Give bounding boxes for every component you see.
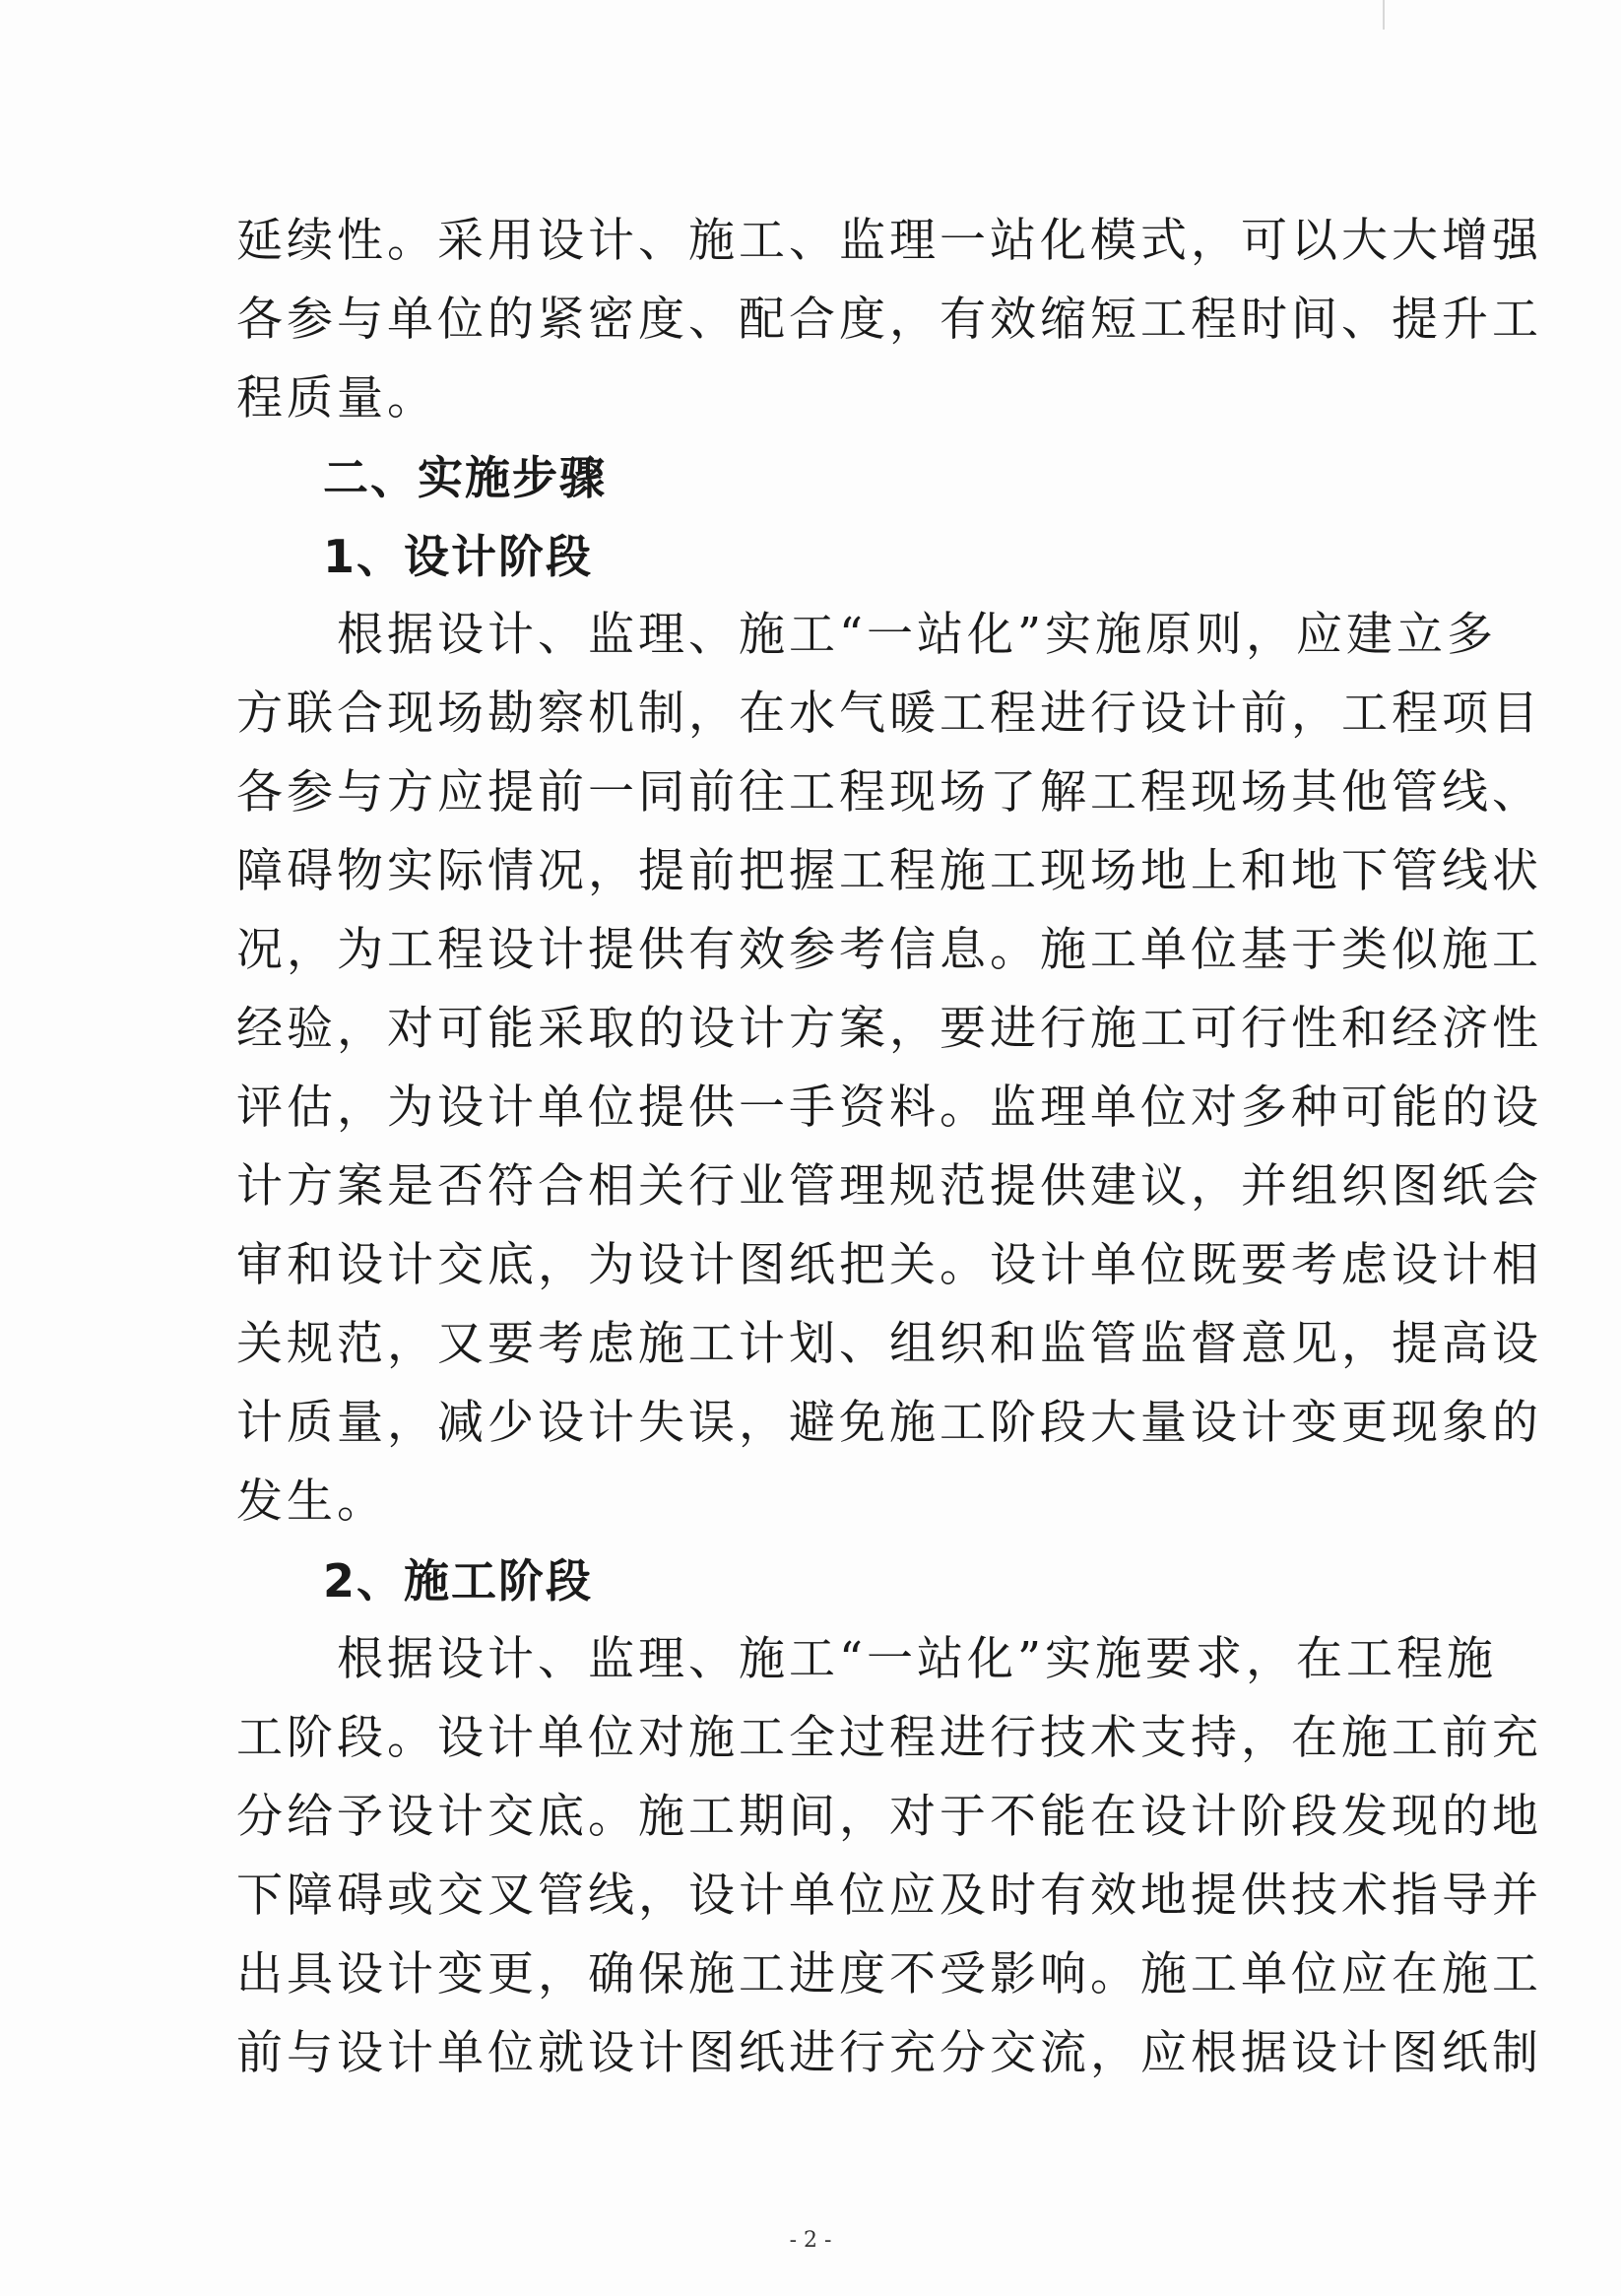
text-line: 经验，对可能采取的设计方案，要进行施工可行性和经济性 [236,1002,1542,1056]
text-line: 审和设计交底，为设计图纸把关。设计单位既要考虑设计相 [236,1238,1542,1292]
paragraph-design-stage [236,596,1542,1542]
paragraph-intro [236,202,1542,438]
text-line: 各参与方应提前一同前往工程现场了解工程现场其他管线、 [236,765,1542,820]
document-body [236,202,1542,2093]
scan-edge-mark [1383,0,1385,30]
page-number: - 2 - [789,2228,832,2253]
text-line: 延续性。采用设计、施工、监理一站化模式，可以大大增强 [236,214,1542,268]
text-line: 工阶段。设计单位对施工全过程进行技术支持，在施工前充 [236,1711,1542,1765]
subsection-heading: 2、施工阶段 [323,1554,594,1607]
subsection-heading: 1、设计阶段 [323,530,594,583]
text-line: 发生。 [236,1475,387,1529]
text-line: 各参与单位的紧密度、配合度，有效缩短工程时间、提升工 [236,293,1542,347]
text-line: 评估，为设计单位提供一手资料。监理单位对多种可能的设 [236,1081,1542,1135]
text-line: 根据设计、监理、施工“一站化”实施原则，应建立多 [236,608,1498,662]
text-line: 根据设计、监理、施工“一站化”实施要求，在工程施 [236,1632,1498,1686]
section-heading: 二、实施步骤 [323,451,607,504]
text-line: 下障碍或交叉管线，设计单位应及时有效地提供技术指导并 [236,1869,1542,1923]
text-line: 计质量，减少设计失误，避免施工阶段大量设计变更现象的 [236,1396,1542,1450]
paragraph-construction-stage [236,1620,1542,2093]
text-line: 关规范，又要考虑施工计划、组织和监管监督意见，提高设 [236,1317,1542,1371]
text-line: 程质量。 [236,371,437,426]
text-line: 分给予设计交底。施工期间，对于不能在设计阶段发现的地 [236,1790,1542,1844]
text-line: 前与设计单位就设计图纸进行充分交流，应根据设计图纸制 [236,2026,1542,2080]
text-line: 计方案是否符合相关行业管理规范提供建议，并组织图纸会 [236,1159,1542,1214]
text-line: 况，为工程设计提供有效参考信息。施工单位基于类似施工 [236,923,1542,977]
text-line: 方联合现场勘察机制，在水气暖工程进行设计前，工程项目 [236,687,1542,741]
text-line: 障碍物实际情况，提前把握工程施工现场地上和地下管线状 [236,844,1542,898]
text-line: 出具设计变更，确保施工进度不受影响。施工单位应在施工 [236,1947,1542,2001]
